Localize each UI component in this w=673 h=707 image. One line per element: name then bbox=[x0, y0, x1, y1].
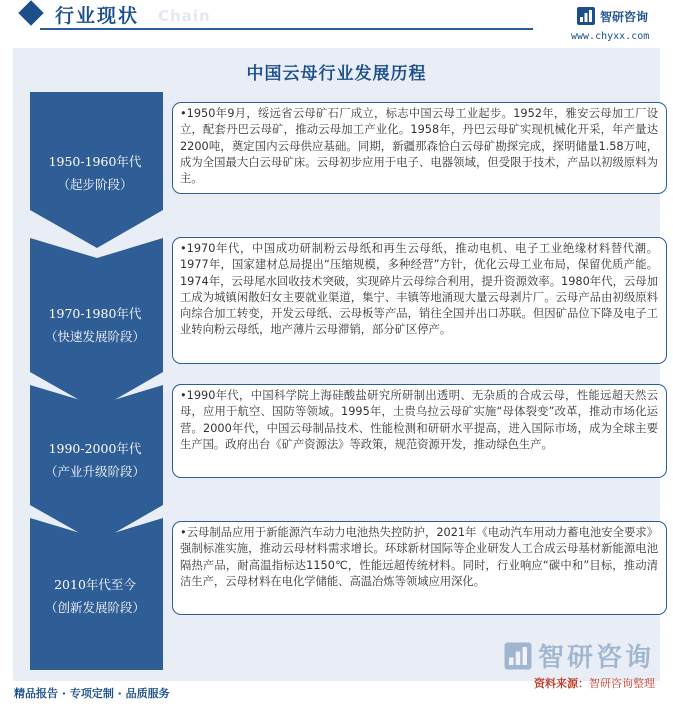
footer-brand-watermark bbox=[503, 637, 654, 674]
stage-period: 1990-2000年代 bbox=[48, 441, 142, 456]
brand-url: www.chyxx.com bbox=[571, 31, 650, 42]
panel-title: 中国云母行业发展历程 bbox=[246, 64, 427, 84]
stage-period: 2010年代至今 bbox=[54, 577, 136, 592]
footer-slogan: 精品报告 · 专项定制 · 品质服务 bbox=[14, 687, 170, 700]
stage-description-card: •1950年9月，绥远省云母矿石厂成立，标志中国云母工业起步。1952年，雅安云母加工厂设立，配套丹巴云母矿，推动云母加工产业化。1958年，丹巴云母矿实现机械化开采，年产量达2200吨，奠定国内云母供应基础。同期，新疆那森恰白云母矿勘探完成，探明储量1.58万吨，成为全国最大白云母矿床。云母初步应用于电子、电器领域，但受限于技术，产品以初级原料为主。 bbox=[172, 102, 667, 194]
stage-period: 1970-1980年代 bbox=[48, 306, 142, 321]
brand bbox=[576, 6, 648, 26]
stage-description-card: •云母制品应用于新能源汽车动力电池热失控防护，2021年《电动汽车用动力蓄电池安全要求》强制标准实施，推动云母材料需求增长。环球新材国际等企业研发人工合成云母基材新能源电池隔热产品，耐高温指标达1150℃，性能远超传统材料。同时，行业响应“碳中和”目标，推动清洁生产，云母材料在电化学储能、高温冶炼等领域应用深化。 bbox=[172, 521, 667, 615]
footer-source bbox=[534, 675, 655, 691]
timeline-panel bbox=[13, 48, 660, 681]
diamond-icon bbox=[18, 0, 43, 25]
brand-logo-icon bbox=[576, 6, 596, 26]
header bbox=[0, 0, 673, 48]
stage-phase: （产业升级阶段） bbox=[44, 464, 145, 479]
brand-logo-icon bbox=[503, 641, 533, 671]
stage-description-card: •1990年代，中国科学院上海硅酸盐研究所研制出透明、无杂质的合成云母，性能远超天然云母，应用于航空、国防等领域。1995年，土贵乌拉云母矿实施“母体裂变”改革，推动市场化运营。2000年代，中国云母制品技术、性能检测和研研水平提高，进入国际市场，成为全球主要生产国。政府出台《矿产资源法》等政策，规范资源开发，推动绿色生产。 bbox=[172, 384, 667, 478]
footer-watermark-text: 智研咨询 bbox=[538, 643, 655, 673]
brand-name: 智研咨询 bbox=[600, 9, 649, 24]
stage-period: 1950-1960年代 bbox=[48, 154, 142, 169]
stage-phase: （创新发展阶段） bbox=[44, 600, 145, 615]
header-rule bbox=[40, 28, 533, 30]
stage-phase: （起步阶段） bbox=[57, 177, 133, 192]
stage-phase: （快速发展阶段） bbox=[44, 329, 145, 344]
source-label: 资料来源： bbox=[534, 677, 589, 690]
stage-description-card: •1970年代，中国成功研制粉云母纸和再生云母纸，推动电机、电子工业绝缘材料替代潮。1977年，国家建材总局提出“压缩规模，多种经营”方针，优化云母工业布局，保留优质产能。1974年，云母尾水回收技术突破，实现碎片云母综合利用，提升资源效率。1980年代，云母加工成为城镇闲散妇女主要就业渠道，集宁、丰镇等地涌现大量云母剥片厂。云母产品由初级原料向综合加工转变，开发云母纸、云母板等产品，销往全国并出口苏联。但因矿品位下降及电子工业转向粉云母纸，地产薄片云母滞销，部分矿区停产。 bbox=[172, 237, 667, 364]
source-value: 智研咨询整理 bbox=[589, 677, 655, 690]
section-title: 行业现状 bbox=[55, 5, 140, 27]
section-ghost-text: Chain bbox=[158, 7, 211, 25]
